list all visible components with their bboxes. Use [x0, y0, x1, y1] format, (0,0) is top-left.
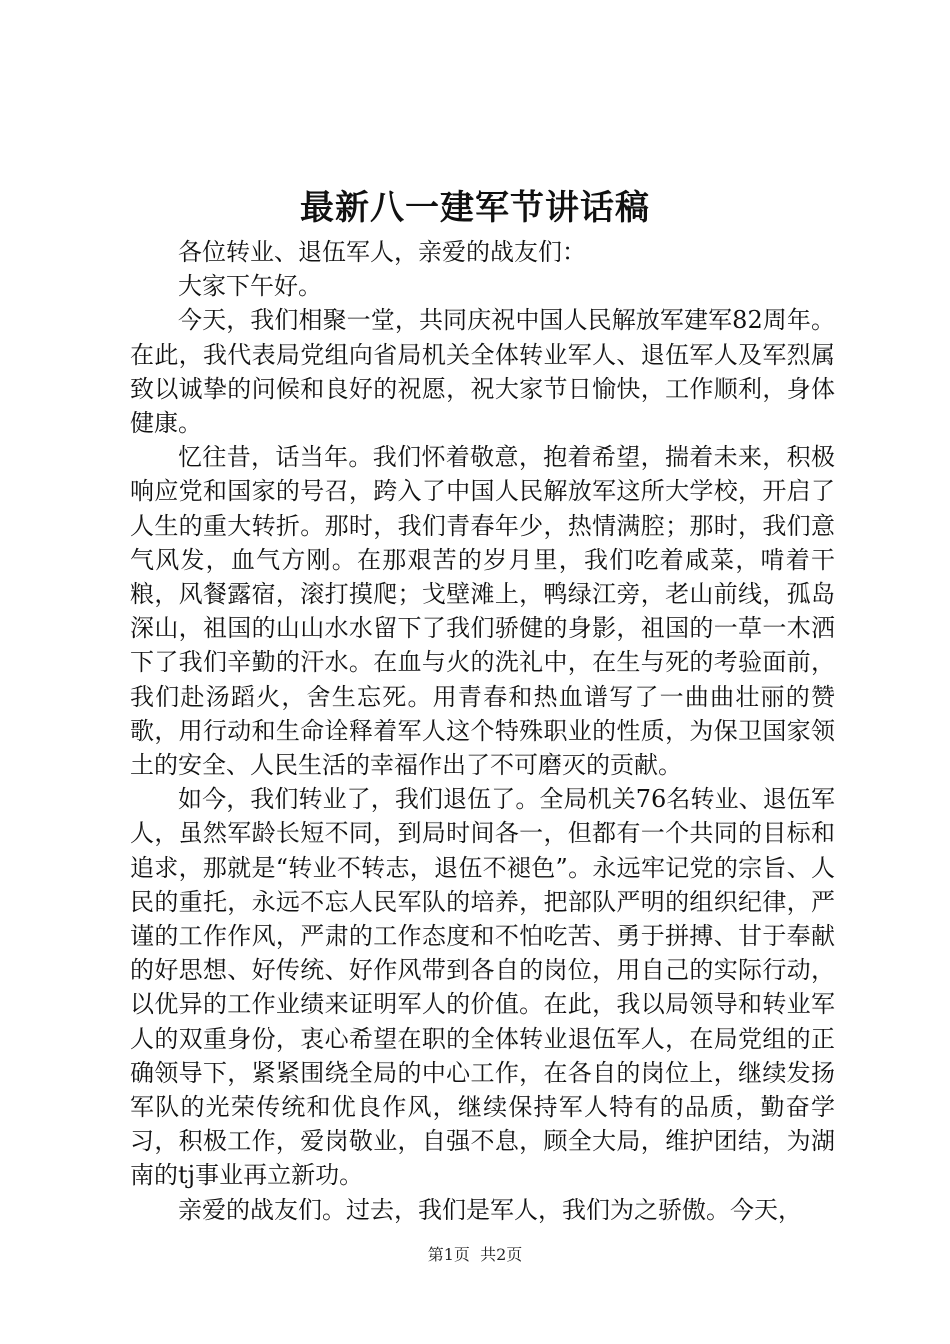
paragraph-closing-start: 亲爱的战友们。过去，我们是军人，我们为之骄傲。今天， [178, 1195, 802, 1224]
page-number: 第1页 [427, 1245, 470, 1264]
page-total: 共2页 [480, 1245, 523, 1264]
footer-separator [470, 1245, 480, 1264]
paragraph-greeting: 各位转业、退伍军人，亲爱的战友们： [178, 238, 586, 266]
page-footer [0, 1244, 950, 1266]
paragraph-celebration: 今天，我们相聚一堂，共同庆祝中国人民解放军建军82周年。在此，我代表局党组向省局机关全体转业军人、退伍军人及军烈属致以诚挚的问候和良好的祝愿，祝大家节日愉快，工作顺利，身体健康。 [130, 306, 835, 438]
paragraph-salutation: 大家下午好。 [178, 272, 322, 301]
paragraph-present: 如今，我们转业了，我们退伍了。全局机关76名转业、退伍军人，虽然军龄长短不同，到局时间各一，但都有一个共同的目标和追求，那就是“转业不转志，退伍不褪色”。永远牢记党的宗旨、人民的重托，永远不忘人民军队的培养，把部队严明的组织纪律，严谨的工作作风，严肃的工作态度和不怕吃苦、勇于拼搏、甘于奉献的好思想、好传统、好作风带到各自的岗位，用自己的实际行动，以优异的工作业绩来证明军人的价值。在此，我以局领导和转业军人的双重身份，衷心希望在职的全体转业退伍军人，在局党组的正确领导下，紧紧围绕全局的中心工作，在各自的岗位上，继续发扬军队的光荣传统和优良作风，继续保持军人特有的品质，勤奋学习，积极工作，爱岗敬业，自强不息，顾全大局，维护团结，为湖南的tj事业再立新功。 [130, 785, 835, 1190]
document-body [130, 235, 835, 1227]
paragraph-recollection: 忆往昔，话当年。我们怀着敬意，抱着希望，揣着未来，积极响应党和国家的号召，跨入了中国人民解放军这所大学校，开启了人生的重大转折。那时，我们青春年少，热情满腔；那时，我们意气风发，血气方刚。在那艰苦的岁月里，我们吃着咸菜，啃着干粮，风餐露宿，滚打摸爬；戈壁滩上，鸭绿江旁，老山前线，孤岛深山，祖国的山山水水留下了我们骄健的身影，祖国的一草一木洒下了我们辛勤的汗水。在血与火的洗礼中，在生与死的考验面前，我们赴汤蹈火，舍生忘死。用青春和热血谱写了一曲曲壮丽的赞歌，用行动和生命诠释着军人这个特殊职业的性质，为保卫国家领土的安全、人民生活的幸福作出了不可磨灭的贡献。 [130, 443, 835, 780]
document-title: 最新八一建军节讲话稿 [300, 188, 650, 228]
